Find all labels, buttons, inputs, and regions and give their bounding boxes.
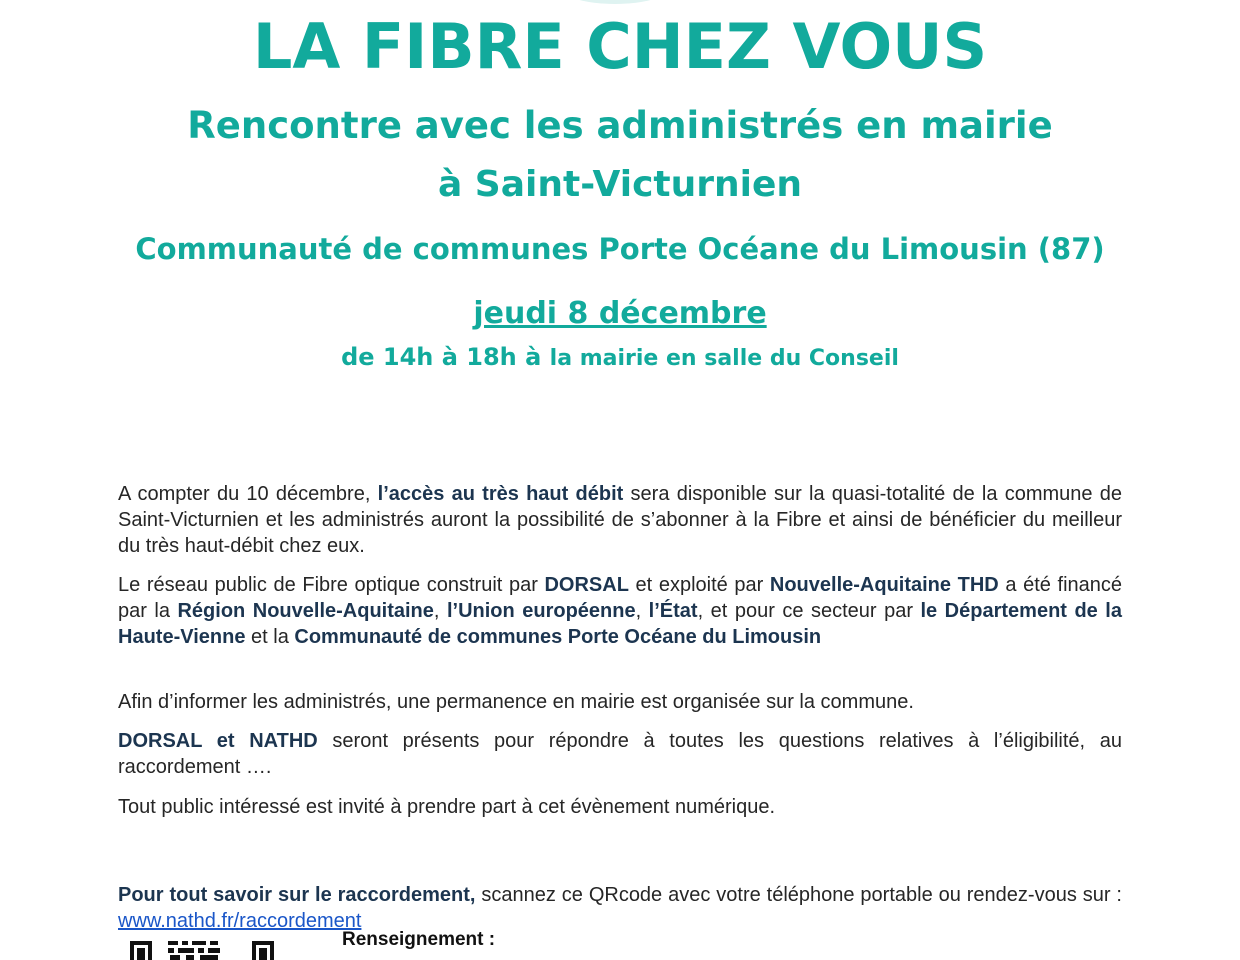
paragraph-text: et la	[245, 626, 295, 648]
paragraph-emphasis: DORSAL	[544, 574, 629, 596]
paragraph-text: et exploité par	[628, 574, 770, 596]
event-date: jeudi 8 décembre	[473, 296, 767, 331]
paragraph-raccordement	[118, 882, 1122, 934]
decorative-arc	[560, 0, 670, 4]
event-time: de 14h à 18h à	[341, 343, 542, 371]
subtitle-line-1: Rencontre avec les administrés en mairie	[187, 104, 1053, 147]
paragraph-emphasis: DORSAL et NATHD	[118, 730, 318, 752]
info-label: Renseignement :	[342, 929, 496, 950]
paragraph-emphasis: l’accès au très haut débit	[377, 483, 624, 505]
paragraph-emphasis: l’Union européenne	[446, 600, 636, 622]
paragraph-text: ,	[433, 600, 447, 622]
paragraph-emphasis: Région Nouvelle-Aquitaine	[177, 600, 434, 622]
paragraph-emphasis: le Département de la Haute-Vienne	[118, 600, 1122, 648]
paragraph-emphasis: l’État	[648, 600, 698, 622]
paragraph-funding	[118, 572, 1122, 650]
community-name: Communauté de communes Porte Océane du Limousin (87)	[135, 232, 1105, 266]
paragraph-text: A compter du 10 décembre,	[118, 483, 378, 505]
paragraph-emphasis: Pour tout savoir sur le raccordement,	[118, 884, 476, 906]
paragraph-text: a été financé par la	[118, 574, 1123, 622]
event-place: la mairie en salle du Conseil	[549, 346, 899, 371]
subtitle-line-2: à Saint-Victurnien	[437, 164, 803, 205]
paragraph-emphasis: Nouvelle-Aquitaine THD	[769, 574, 999, 596]
paragraph-intro	[118, 481, 1122, 559]
paragraph-emphasis: Communauté de communes Porte Océane du Limousin	[294, 626, 822, 648]
paragraph-presence	[118, 728, 1122, 780]
event-time-place	[0, 343, 1240, 371]
paragraph-text: ,	[635, 600, 649, 622]
paragraph-text: seront présents pour répondre à toutes les questions relatives à l’éligibilité, au raccordement ….	[118, 730, 1123, 778]
paragraph-text: sera disponible sur la quasi-totalité de la commune de Saint-Victurnien et les administrés auront la possibilité de s’abonner à la Fibre et ainsi de bénéficier du meilleur du très haut-débit chez eux.	[118, 483, 1123, 557]
raccordement-link[interactable]: www.nathd.fr/raccordement	[118, 910, 362, 932]
qr-code-image	[128, 938, 278, 960]
paragraph-text: , et pour ce secteur par	[697, 600, 921, 622]
paragraph-text: Le réseau public de Fibre optique construit par	[118, 574, 545, 596]
paragraph-invitation: Tout public intéressé est invité à prendre part à cet évènement numérique.	[118, 796, 776, 818]
paragraph-permanence: Afin d’informer les administrés, une permanence en mairie est organisée sur la commune.	[118, 691, 914, 713]
page-title: LA FIBRE CHEZ VOUS	[252, 10, 988, 83]
paragraph-text: scannez ce QRcode avec votre téléphone portable ou rendez-vous sur :	[475, 884, 1122, 906]
